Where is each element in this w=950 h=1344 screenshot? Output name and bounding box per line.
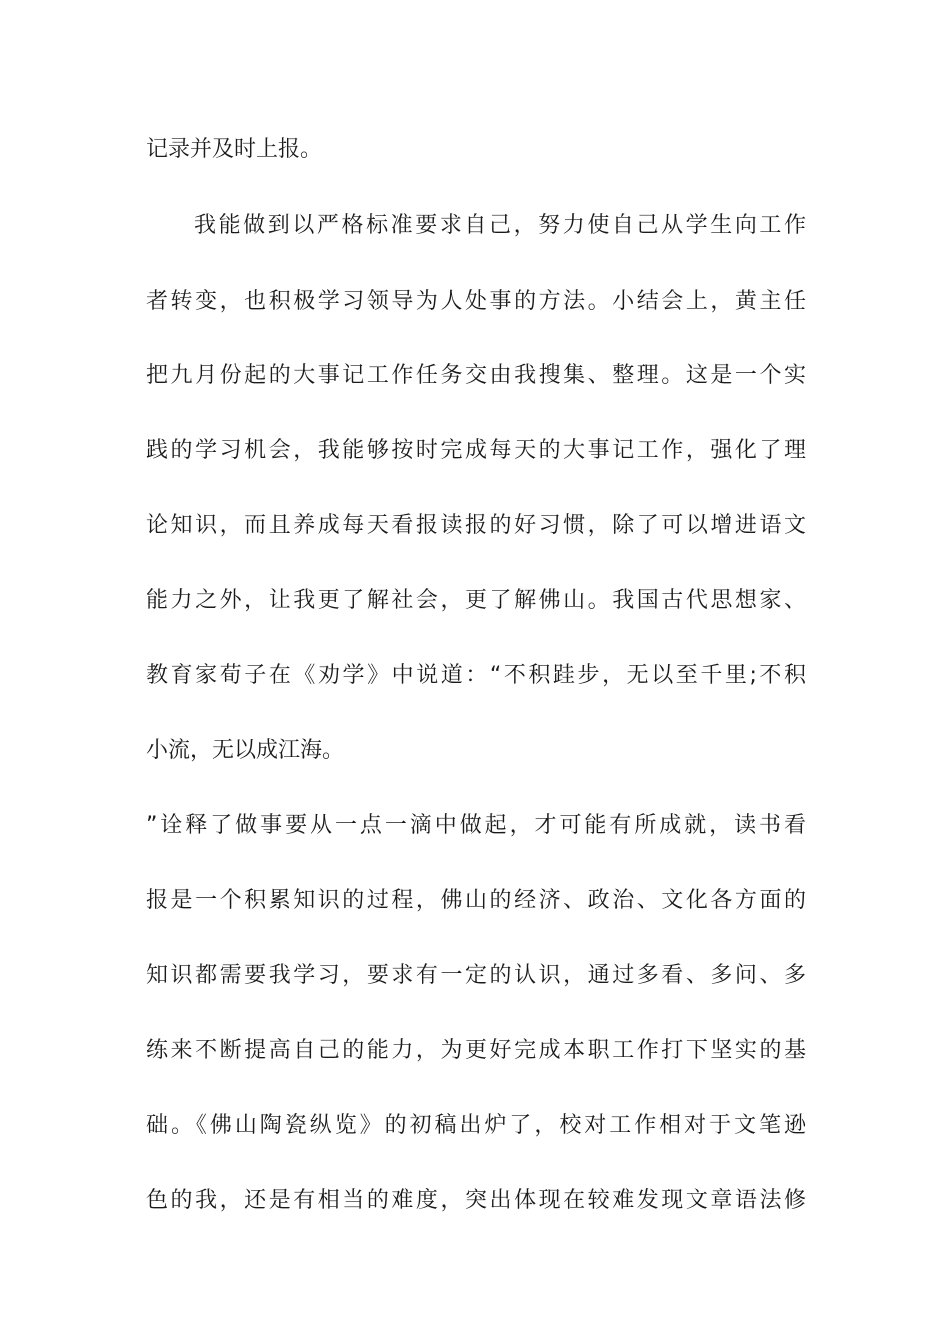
text-line: 者转变，也积极学习领导为人处事的方法。小结会上，黄主任	[146, 289, 806, 314]
text-line: 小流，无以成江海。	[146, 738, 345, 763]
text-line: ”诠释了做事要从一点一滴中做起，才可能有所成就，读书看	[146, 813, 806, 838]
text-line: 知识都需要我学习，要求有一定的认识，通过多看、多问、多	[146, 963, 806, 988]
text-line: 我能做到以严格标准要求自己，努力使自己从学生向工作	[194, 213, 806, 238]
text-line: 练来不断提高自己的能力，为更好完成本职工作打下坚实的基	[146, 1038, 806, 1063]
text-line: 把九月份起的大事记工作任务交由我搜集、整理。这是一个实	[146, 363, 806, 388]
text-line: 能力之外，让我更了解社会，更了解佛山。我国古代思想家、	[146, 588, 806, 613]
text-line: 论知识，而且养成每天看报读报的好习惯，除了可以增进语文	[146, 513, 806, 538]
text-line: 础。《佛山陶瓷纵览》的初稿出炉了，校对工作相对于文笔逊	[146, 1113, 806, 1138]
text-line: 记录并及时上报。	[146, 137, 323, 162]
text-line: 色的我，还是有相当的难度，突出体现在较难发现文章语法修	[146, 1188, 806, 1213]
text-line: 教育家荀子在《劝学》中说道：“不积跬步，无以至千里;不积	[146, 663, 806, 688]
text-line: 践的学习机会，我能够按时完成每天的大事记工作，强化了理	[146, 438, 806, 463]
text-line: 报是一个积累知识的过程，佛山的经济、政治、文化各方面的	[146, 888, 806, 913]
